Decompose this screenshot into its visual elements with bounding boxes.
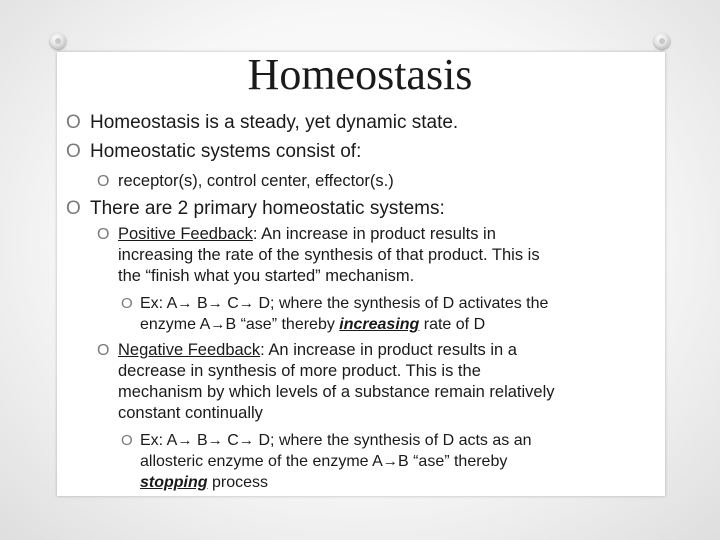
negative-example-line-3: stopping process <box>140 474 269 491</box>
arrow-icon: → <box>382 453 398 470</box>
negative-feedback-line-2: decrease in synthesis of more product. This is the <box>118 362 481 380</box>
negative-feedback-term: Negative Feedback <box>118 341 261 359</box>
arrow-icon: → <box>177 295 193 312</box>
bullet-icon: O <box>97 173 110 190</box>
negative-example-line-2: allosteric enzyme of the enzyme A→B “ase” thereby <box>140 453 508 470</box>
arrow-icon: → <box>207 295 223 312</box>
bullet-icon: O <box>97 342 110 359</box>
negative-feedback-line-1: Negative Feedback: An increase in product results in a <box>118 341 517 359</box>
positive-feedback-line-1: Positive Feedback: An increase in product results in <box>118 225 496 243</box>
arrow-icon: → <box>238 295 255 312</box>
positive-example-item <box>121 293 655 335</box>
bullet-text: Homeostatic systems consist of: <box>90 141 362 162</box>
bullet-icon: O <box>66 141 81 162</box>
positive-feedback-line-2: increasing the rate of the synthesis of that product. This is <box>118 246 540 264</box>
emphasis-stopping: stopping <box>140 474 208 491</box>
bullet-text: Homeostasis is a steady, yet dynamic state. <box>90 112 459 133</box>
bullet-icon: O <box>121 295 133 312</box>
arrow-icon: → <box>238 432 255 449</box>
negative-feedback-line-3: mechanism by which levels of a substance remain relatively <box>118 383 555 401</box>
slide-title: Homeostasis <box>247 50 473 99</box>
bullet-icon: O <box>66 112 81 133</box>
bullet-text: There are 2 primary homeostatic systems: <box>90 198 445 219</box>
negative-feedback-line-4: constant continually <box>118 404 263 422</box>
bullet-icon: O <box>66 198 81 219</box>
sub-bullet-item <box>97 171 394 192</box>
emphasis-increasing: increasing <box>339 316 420 333</box>
arrow-icon: → <box>177 432 193 449</box>
positive-feedback-item <box>97 224 658 287</box>
bullet-icon: O <box>121 432 133 449</box>
positive-example-line-2: enzyme A→B “ase” thereby increasing rate of D <box>140 316 486 333</box>
arrow-icon: → <box>207 432 223 449</box>
negative-feedback-item <box>97 340 663 424</box>
negative-example-line-1: Ex: A→ B→ C→ D; where the synthesis of D acts as an <box>140 432 532 449</box>
bullet-icon: O <box>97 226 110 243</box>
positive-example-line-1: Ex: A→ B→ C→ D; where the synthesis of D activates the <box>140 295 549 312</box>
positive-feedback-term: Positive Feedback <box>118 225 253 243</box>
negative-example-item <box>121 430 655 493</box>
bullet-item <box>66 112 459 134</box>
arrow-icon: → <box>210 316 226 333</box>
bullet-text: receptor(s), control center, effector(s.) <box>118 172 394 190</box>
bullet-item <box>66 198 445 220</box>
positive-feedback-line-3: the “finish what you started” mechanism. <box>118 267 415 285</box>
bullet-item <box>66 141 362 163</box>
